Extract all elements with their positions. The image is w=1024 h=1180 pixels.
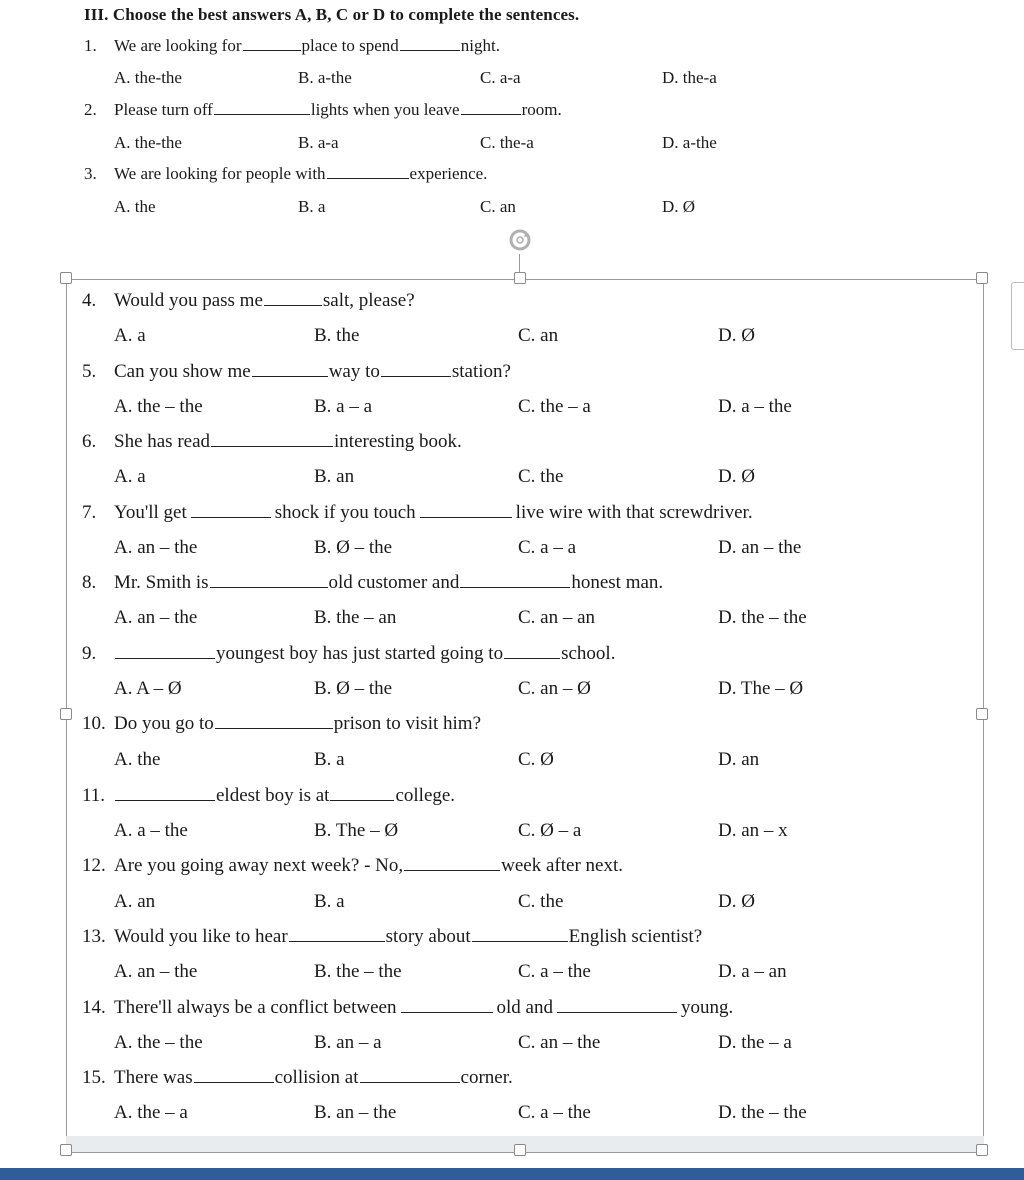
exercise-heading: III. Choose the best answers A, B, C or D to complete the sentences.: [84, 5, 580, 24]
answer-blank: [401, 996, 493, 1013]
option-c: C. a – the: [518, 961, 591, 982]
option-b: B. the: [314, 325, 360, 346]
option-a: A. the: [114, 749, 161, 770]
option-b: B. an – a: [314, 1032, 382, 1053]
options-8: [114, 606, 914, 630]
option-c: C. an: [518, 325, 559, 346]
option-b: B. an – the: [314, 1102, 397, 1123]
question-14: 14. There'll always be a conflict between old and young.: [82, 997, 734, 1018]
question-number: 15.: [82, 1067, 106, 1088]
question-12: 12. Are you going away next week? - No, week after next.: [82, 855, 623, 876]
option-b: B. a-a: [298, 133, 339, 152]
question-number: 6.: [82, 431, 97, 452]
option-b: B. the – an: [314, 607, 397, 628]
options-10: [114, 748, 914, 772]
option-d: D. Ø: [718, 891, 755, 912]
question-number: 3.: [84, 164, 97, 183]
option-d: D. an – the: [718, 537, 802, 558]
answer-blank: [400, 34, 460, 51]
question-number: 8.: [82, 572, 97, 593]
options-9: [114, 677, 914, 701]
rotate-handle-icon[interactable]: [506, 226, 534, 254]
question-6: 6. She has read interesting book.: [82, 431, 462, 452]
option-b: B. the – the: [314, 961, 402, 982]
option-c: C. the-a: [480, 133, 534, 152]
option-d: D. the – a: [718, 1032, 792, 1053]
question-11: 11. eldest boy is at college.: [82, 785, 456, 806]
options-1: [114, 66, 814, 90]
answer-blank: [115, 642, 215, 659]
option-c: C. the: [518, 466, 564, 487]
options-3: [114, 195, 814, 219]
options-14: [114, 1031, 914, 1055]
option-c: C. Ø – a: [518, 820, 582, 841]
option-d: D. Ø: [718, 325, 755, 346]
option-a: A. the – the: [114, 1032, 203, 1053]
resize-handle-middle-right[interactable]: [976, 708, 988, 720]
answer-blank: [381, 360, 451, 377]
option-a: A. the-the: [114, 133, 182, 152]
answer-blank: [557, 996, 677, 1013]
resize-handle-bottom-middle[interactable]: [514, 1144, 526, 1156]
question-13: 13. Would you like to hear story about English scientist?: [82, 926, 703, 947]
option-d: D. the – the: [718, 1102, 807, 1123]
option-a: A. an – the: [114, 537, 198, 558]
option-d: D. a-the: [662, 133, 717, 152]
answer-blank: [210, 571, 328, 588]
resize-handle-top-right[interactable]: [976, 272, 988, 284]
layout-options-icon[interactable]: [1011, 282, 1024, 350]
answer-blank: [211, 430, 333, 447]
option-c: C. a – the: [518, 1102, 591, 1123]
option-a: A. a: [114, 325, 146, 346]
answer-blank: [252, 360, 328, 377]
question-number: 11.: [82, 785, 106, 806]
answer-blank: [243, 34, 301, 51]
option-b: B. The – Ø: [314, 820, 399, 841]
question-number: 14.: [82, 997, 106, 1018]
question-9: 9. youngest boy has just started going to school.: [82, 643, 616, 664]
question-5: 5. Can you show me way to station?: [82, 361, 511, 382]
window-bottom-bar: [0, 1168, 1024, 1180]
question-8: 8. Mr. Smith is old customer and honest man.: [82, 572, 664, 593]
option-c: C. an – Ø: [518, 678, 591, 699]
option-c: C. an: [480, 197, 516, 216]
options-12: [114, 890, 914, 914]
option-d: D. an – x: [718, 820, 788, 841]
resize-handle-top-left[interactable]: [60, 272, 72, 284]
answer-blank: [472, 925, 568, 942]
answer-blank: [115, 784, 215, 801]
question-number: 9.: [82, 643, 97, 664]
option-a: A. the-the: [114, 68, 182, 87]
question-4: 4. Would you pass me salt, please?: [82, 290, 415, 311]
options-15: [114, 1101, 914, 1125]
resize-handle-top-middle[interactable]: [514, 272, 526, 284]
resize-handle-middle-left[interactable]: [60, 708, 72, 720]
option-d: D. The – Ø: [718, 678, 804, 699]
option-d: D. the-a: [662, 68, 717, 87]
option-c: C. the – a: [518, 396, 591, 417]
answer-blank: [404, 854, 500, 871]
option-b: B. a: [298, 197, 326, 216]
question-3: 3. We are looking for people with experience.: [84, 162, 487, 186]
option-d: D. an: [718, 749, 760, 770]
question-number: 10.: [82, 713, 106, 734]
option-c: C. an – the: [518, 1032, 601, 1053]
question-number: 4.: [82, 290, 97, 311]
option-b: B. a – a: [314, 396, 373, 417]
option-c: C. an – an: [518, 607, 596, 628]
answer-blank: [289, 925, 385, 942]
question-number: 5.: [82, 361, 97, 382]
question-7: 7. You'll get shock if you touch live wire with that screwdriver.: [82, 502, 753, 523]
question-15: 15. There was collision at corner.: [82, 1067, 513, 1088]
answer-blank: [504, 642, 560, 659]
question-1: 1. We are looking for place to spend night.: [84, 34, 500, 58]
option-d: D. Ø: [662, 197, 696, 216]
option-d: D. a – the: [718, 396, 792, 417]
option-b: B. Ø – the: [314, 678, 393, 699]
option-a: A. the – the: [114, 396, 203, 417]
options-11: [114, 819, 914, 843]
resize-handle-bottom-right[interactable]: [976, 1144, 988, 1156]
resize-handle-bottom-left[interactable]: [60, 1144, 72, 1156]
option-d: D. a – an: [718, 961, 787, 982]
answer-blank: [330, 784, 394, 801]
option-b: B. a-the: [298, 68, 352, 87]
options-6: [114, 465, 914, 489]
option-b: B. Ø – the: [314, 537, 393, 558]
options-13: [114, 960, 914, 984]
option-a: A. the – a: [114, 1102, 188, 1123]
answer-blank: [194, 1066, 274, 1083]
option-c: C. a – a: [518, 537, 577, 558]
option-b: B. a: [314, 891, 345, 912]
question-number: 1.: [84, 36, 97, 55]
question-number: 13.: [82, 926, 106, 947]
option-a: A. an: [114, 891, 156, 912]
answer-blank: [327, 162, 409, 179]
option-a: A. A – Ø: [114, 678, 182, 699]
options-5: [114, 395, 914, 419]
answer-blank: [360, 1066, 460, 1083]
option-a: A. a: [114, 466, 146, 487]
option-a: A. the: [114, 197, 156, 216]
option-a: A. a – the: [114, 820, 188, 841]
answer-blank: [460, 571, 570, 588]
option-b: B. a: [314, 749, 345, 770]
option-c: C. the: [518, 891, 564, 912]
question-number: 7.: [82, 502, 97, 523]
answer-blank: [420, 501, 512, 518]
options-2: [114, 131, 814, 155]
question-10: 10. Do you go to prison to visit him?: [82, 713, 481, 734]
option-c: C. Ø: [518, 749, 554, 770]
answer-blank: [191, 501, 271, 518]
answer-blank: [214, 98, 310, 115]
option-d: D. Ø: [718, 466, 755, 487]
options-7: [114, 536, 914, 560]
answer-blank: [461, 98, 521, 115]
question-2: 2. Please turn off lights when you leave room.: [84, 98, 562, 122]
question-number: 2.: [84, 100, 97, 119]
answer-blank: [264, 289, 322, 306]
question-number: 12.: [82, 855, 106, 876]
options-4: [114, 324, 914, 348]
option-d: D. the – the: [718, 607, 807, 628]
option-b: B. an: [314, 466, 355, 487]
option-a: A. an – the: [114, 961, 198, 982]
option-c: C. a-a: [480, 68, 521, 87]
answer-blank: [215, 712, 333, 729]
option-a: A. an – the: [114, 607, 198, 628]
